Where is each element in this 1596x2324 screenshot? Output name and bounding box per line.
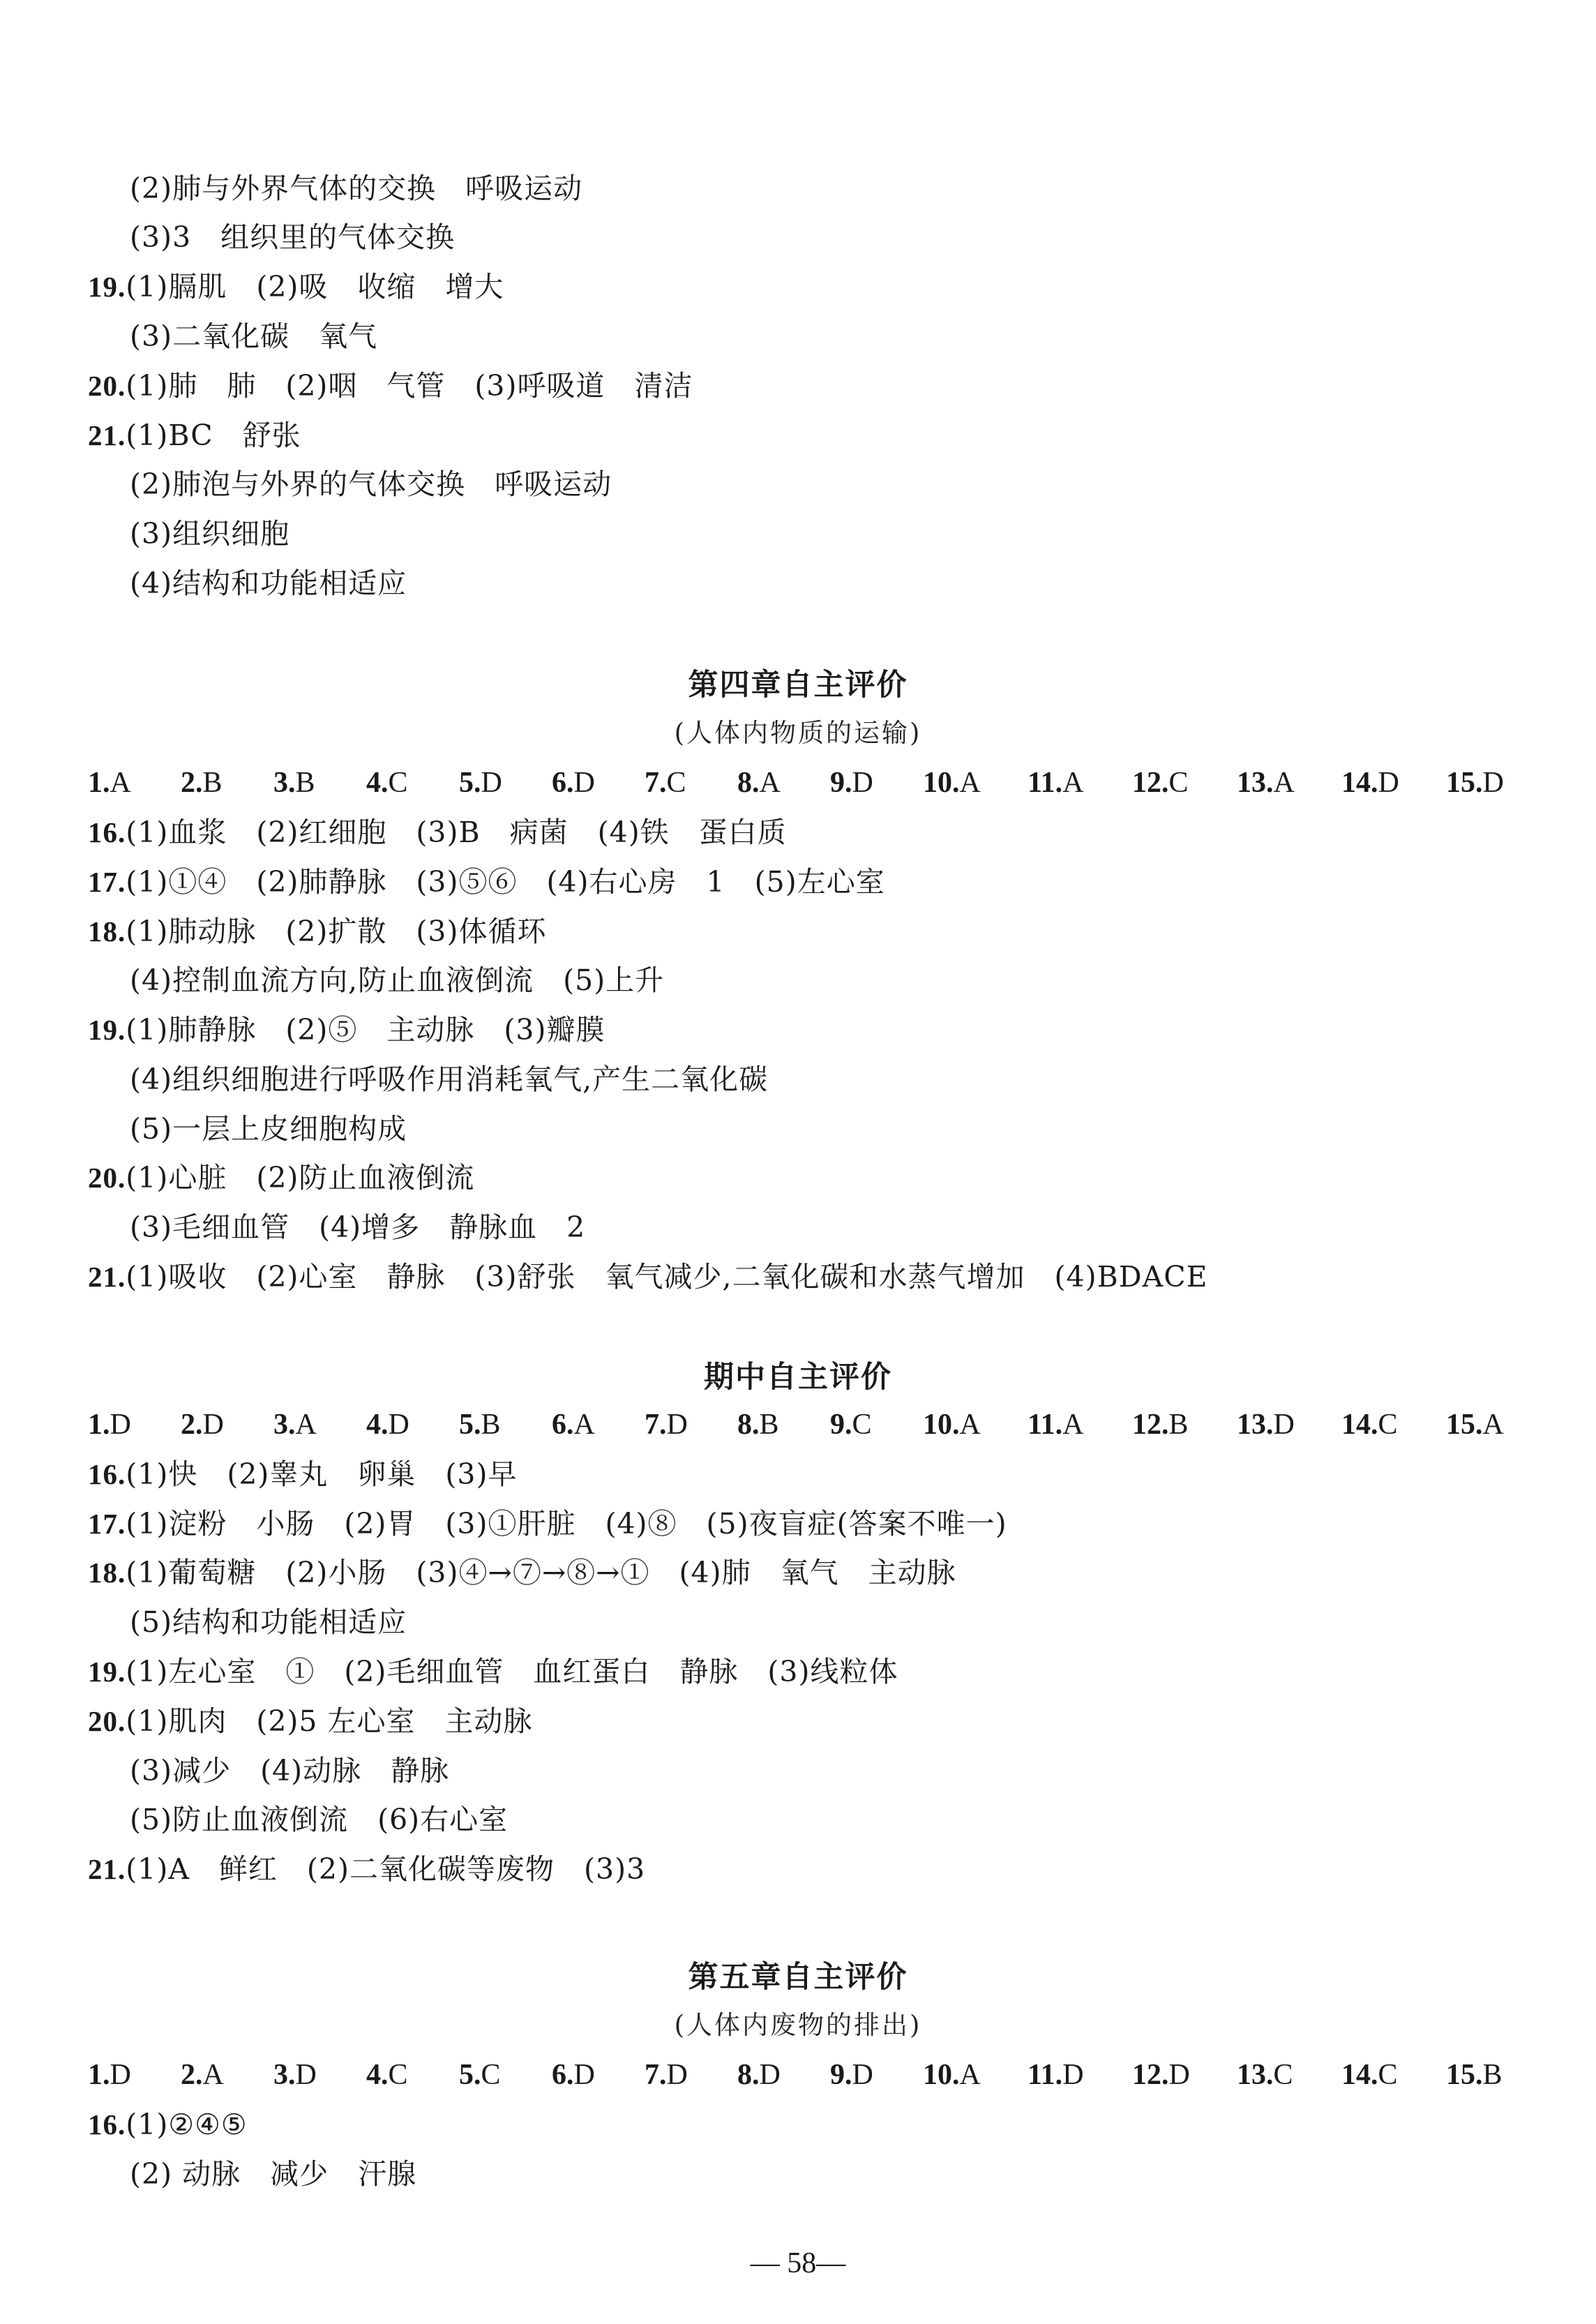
mc-answer-letter: C [666, 767, 686, 799]
mc-question-number: 3. [273, 2059, 296, 2091]
mc-question-number: 3. [273, 1409, 296, 1441]
mc-answers [88, 762, 1551, 804]
mc-answer-item [830, 2054, 923, 2096]
mc-question-number: 8. [737, 1409, 760, 1441]
answer-line: 18.(1)葡萄糖 (2)小肠 (3)④→⑦→⑧→① (4)肺 氧气 主动脉 [88, 1556, 956, 1589]
section-subtitle: (人体内废物的排出) [674, 2010, 922, 2040]
answer-line: (3)毛细血管 (4)增多 静脉血 2 [130, 1210, 586, 1244]
mc-answer-item [88, 1404, 181, 1446]
mc-question-number: 4. [366, 2059, 389, 2091]
mc-answer-item [1027, 1404, 1132, 1446]
mc-answer-item [830, 1404, 923, 1446]
mc-answer-letter: B [1482, 2059, 1503, 2091]
mc-question-number: 11. [1027, 1409, 1063, 1441]
answer-line: (4)组织细胞进行呼吸作用消耗氧气,产生二氧化碳 [130, 1063, 769, 1096]
mc-question-number: 1. [88, 2059, 110, 2091]
answer-line: 17.(1)淀粉 小肠 (2)胃 (3)①肝脏 (4)⑧ (5)夜盲症(答案不唯一) [88, 1507, 1007, 1540]
answer-line: (5)一层上皮细胞构成 [130, 1112, 407, 1146]
mc-answer-item [181, 762, 273, 804]
mc-answer-item [552, 1404, 645, 1446]
mc-answer-item [830, 762, 923, 804]
answer-line: 20.(1)肺 肺 (2)咽 气管 (3)呼吸道 清洁 [88, 369, 693, 403]
mc-question-number: 5. [459, 767, 481, 799]
mc-answer-letter: C [1378, 1409, 1398, 1441]
answer-line: 18.(1)肺动脉 (2)扩散 (3)体循环 [88, 915, 547, 948]
mc-answer-letter: C [388, 2059, 408, 2091]
answer-line: 20.(1)肌肉 (2)5 左心室 主动脉 [88, 1704, 533, 1738]
mc-question-number: 14. [1341, 767, 1378, 799]
section-title: 期中自主评价 [704, 1360, 892, 1395]
mc-answer-item [459, 762, 552, 804]
mc-question-number: 9. [830, 767, 852, 799]
answer-line: (3)二氧化碳 氧气 [130, 320, 378, 353]
mc-answer-item [366, 1404, 459, 1446]
mc-answer-item [737, 2054, 830, 2096]
answer-line: (3)减少 (4)动脉 静脉 [130, 1754, 450, 1787]
mc-question-number: 11. [1027, 767, 1063, 799]
mc-answer-letter: D [388, 1409, 409, 1441]
mc-question-number: 13. [1237, 767, 1274, 799]
mc-answer-item [923, 1404, 1027, 1446]
mc-answer-item [552, 762, 645, 804]
section-title: 第四章自主评价 [688, 668, 908, 703]
mc-answer-letter: B [1168, 1409, 1189, 1441]
mc-answer-letter: D [573, 767, 595, 799]
answer-line: 21.(1)BC 舒张 [88, 419, 301, 452]
mc-answer-item [273, 762, 366, 804]
mc-answer-item [1132, 1404, 1237, 1446]
mc-question-number: 15. [1446, 2059, 1483, 2091]
mc-answer-letter: A [202, 2059, 224, 2091]
mc-answer-letter: A [959, 2059, 981, 2091]
answer-line: 21.(1)A 鲜红 (2)二氧化碳等废物 (3)3 [88, 1852, 646, 1886]
mc-answer-letter: C [1378, 2059, 1398, 2091]
mc-question-number: 13. [1237, 1409, 1274, 1441]
mc-answer-letter: A [110, 767, 131, 799]
mc-answer-item [552, 2054, 645, 2096]
mc-answer-item [366, 762, 459, 804]
mc-answer-letter: D [1168, 2059, 1190, 2091]
mc-answer-letter: A [573, 1409, 595, 1441]
mc-answer-item [1446, 1404, 1551, 1446]
mc-answer-letter: B [295, 767, 315, 799]
section-title: 第五章自主评价 [688, 1960, 908, 1995]
answer-line: 17.(1)①④ (2)肺静脉 (3)⑤⑥ (4)右心房 1 (5)左心室 [88, 865, 885, 899]
mc-answer-letter: A [1062, 1409, 1084, 1441]
mc-answer-letter: D [666, 2059, 688, 2091]
mc-answer-item [459, 1404, 552, 1446]
mc-question-number: 15. [1446, 767, 1483, 799]
mc-answer-letter: D [1378, 767, 1399, 799]
mc-question-number: 3. [273, 767, 296, 799]
mc-answer-item [645, 2054, 737, 2096]
mc-answer-letter: C [388, 767, 408, 799]
mc-answer-item [1446, 762, 1551, 804]
answer-line: (3)组织细胞 [130, 517, 290, 550]
mc-question-number: 6. [552, 1409, 574, 1441]
mc-answer-letter: C [1168, 767, 1189, 799]
answer-line: (4)控制血流方向,防止血液倒流 (5)上升 [130, 964, 665, 997]
mc-answer-letter: A [1062, 767, 1084, 799]
mc-question-number: 4. [366, 1409, 389, 1441]
mc-answer-letter: D [852, 767, 873, 799]
mc-question-number: 2. [181, 1409, 203, 1441]
page-number: — 58— [750, 2247, 846, 2279]
mc-question-number: 10. [923, 1409, 960, 1441]
answer-line: (2)肺泡与外界的气体交换 呼吸运动 [130, 467, 612, 501]
mc-question-number: 15. [1446, 1409, 1483, 1441]
mc-question-number: 10. [923, 767, 960, 799]
answer-line: (5)结构和功能相适应 [130, 1605, 407, 1639]
mc-answer-item [1237, 1404, 1341, 1446]
mc-answer-item [737, 762, 830, 804]
mc-question-number: 2. [181, 767, 203, 799]
mc-answer-item [645, 1404, 737, 1446]
mc-answer-item [1341, 762, 1446, 804]
mc-answer-item [1341, 2054, 1446, 2096]
mc-answer-item [88, 762, 181, 804]
mc-question-number: 12. [1132, 1409, 1169, 1441]
mc-question-number: 13. [1237, 2059, 1274, 2091]
mc-answer-letter: A [959, 767, 981, 799]
mc-answer-item [923, 762, 1027, 804]
mc-question-number: 14. [1341, 2059, 1378, 2091]
answer-line: (2)肺与外界气体的交换 呼吸运动 [130, 172, 583, 205]
mc-answer-letter: D [481, 767, 502, 799]
mc-answer-item [1237, 2054, 1341, 2096]
mc-answer-letter: D [295, 2059, 317, 2091]
mc-answer-item [1132, 2054, 1237, 2096]
mc-answer-item [181, 2054, 273, 2096]
mc-answer-letter: D [573, 2059, 595, 2091]
mc-question-number: 6. [552, 767, 574, 799]
answer-line: 16.(1)血浆 (2)红细胞 (3)B 病菌 (4)铁 蛋白质 [88, 816, 787, 849]
mc-answer-letter: A [959, 1409, 981, 1441]
answer-line: (3)3 组织里的气体交换 [130, 220, 456, 254]
mc-answer-item [1446, 2054, 1551, 2096]
answer-line: 19.(1)膈肌 (2)吸 收缩 增大 [88, 270, 504, 303]
mc-question-number: 5. [459, 2059, 481, 2091]
mc-answer-letter: B [481, 1409, 501, 1441]
mc-answer-item [1132, 762, 1237, 804]
mc-answer-item [1341, 1404, 1446, 1446]
mc-answer-item [737, 1404, 830, 1446]
mc-question-number: 11. [1027, 2059, 1063, 2091]
mc-question-number: 12. [1132, 767, 1169, 799]
mc-answer-letter: D [1482, 767, 1504, 799]
mc-answer-letter: D [759, 2059, 781, 2091]
mc-answer-item [1237, 762, 1341, 804]
mc-question-number: 8. [737, 767, 760, 799]
mc-answer-item [366, 2054, 459, 2096]
mc-answer-letter: D [110, 2059, 131, 2091]
mc-answer-letter: B [202, 767, 223, 799]
answer-line: 19.(1)肺静脉 (2)⑤ 主动脉 (3)瓣膜 [88, 1013, 605, 1047]
mc-question-number: 5. [459, 1409, 481, 1441]
mc-question-number: 4. [366, 767, 389, 799]
mc-answer-letter: D [1062, 2059, 1084, 2091]
answer-line: 16.(1)快 (2)睾丸 卵巢 (3)早 [88, 1457, 518, 1491]
mc-answers [88, 2054, 1551, 2096]
mc-answer-letter: A [295, 1409, 317, 1441]
answer-line: 16.(1)②④⑤ [88, 2108, 248, 2141]
mc-answer-item [645, 762, 737, 804]
mc-question-number: 2. [181, 2059, 203, 2091]
answer-line: (4)结构和功能相适应 [130, 567, 407, 600]
mc-answer-item [88, 2054, 181, 2096]
answer-line: (5)防止血液倒流 (6)右心室 [130, 1803, 509, 1836]
mc-question-number: 14. [1341, 1409, 1378, 1441]
mc-answer-letter: C [481, 2059, 501, 2091]
mc-question-number: 7. [645, 767, 667, 799]
mc-answer-item [181, 1404, 273, 1446]
mc-answer-item [923, 2054, 1027, 2096]
mc-question-number: 8. [737, 2059, 760, 2091]
mc-question-number: 6. [552, 2059, 574, 2091]
mc-answers [88, 1404, 1551, 1446]
mc-answer-letter: D [1273, 1409, 1295, 1441]
mc-question-number: 12. [1132, 2059, 1169, 2091]
mc-answer-letter: A [1482, 1409, 1504, 1441]
mc-answer-letter: C [1273, 2059, 1293, 2091]
mc-answer-letter: A [1273, 767, 1295, 799]
mc-answer-item [273, 1404, 366, 1446]
section-subtitle: (人体内物质的运输) [674, 718, 922, 748]
mc-question-number: 1. [88, 767, 110, 799]
mc-answer-letter: D [202, 1409, 224, 1441]
answer-line: 20.(1)心脏 (2)防止血液倒流 [88, 1161, 475, 1194]
mc-answer-letter: D [852, 2059, 873, 2091]
mc-answer-letter: D [666, 1409, 688, 1441]
mc-answer-letter: B [759, 1409, 779, 1441]
mc-question-number: 10. [923, 2059, 960, 2091]
mc-question-number: 7. [645, 2059, 667, 2091]
answer-line: 19.(1)左心室 ① (2)毛细血管 血红蛋白 静脉 (3)线粒体 [88, 1655, 898, 1688]
mc-answer-item [1027, 2054, 1132, 2096]
answer-line: (2) 动脉 减少 汗腺 [130, 2157, 417, 2191]
mc-answer-item [273, 2054, 366, 2096]
mc-answer-letter: C [852, 1409, 872, 1441]
mc-question-number: 9. [830, 1409, 852, 1441]
mc-answer-letter: A [759, 767, 781, 799]
mc-question-number: 1. [88, 1409, 110, 1441]
mc-answer-item [459, 2054, 552, 2096]
mc-question-number: 7. [645, 1409, 667, 1441]
mc-answer-item [1027, 762, 1132, 804]
answer-line: 21.(1)吸收 (2)心室 静脉 (3)舒张 氧气减少,二氧化碳和水蒸气增加 (4)BDACE [88, 1260, 1208, 1294]
mc-question-number: 9. [830, 2059, 852, 2091]
mc-answer-letter: D [110, 1409, 131, 1441]
